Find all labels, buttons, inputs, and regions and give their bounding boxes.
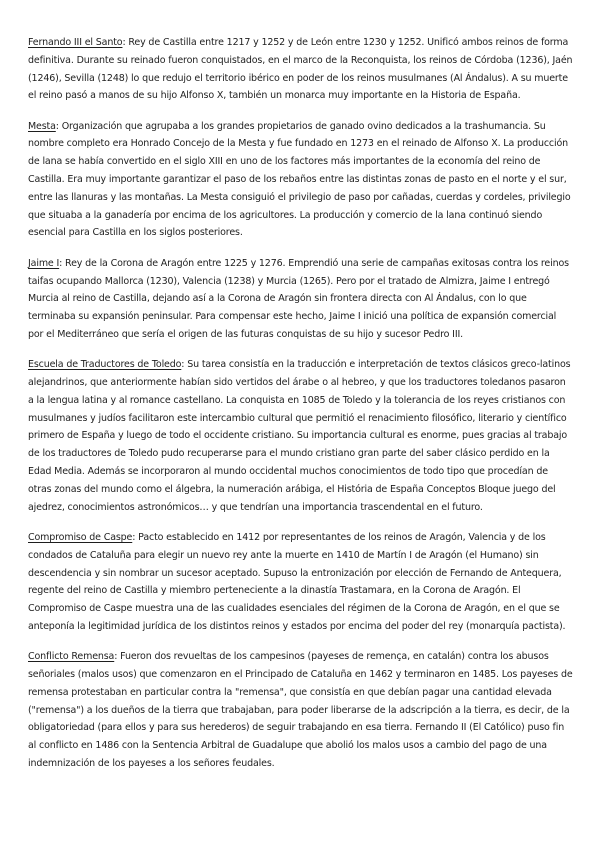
entry-text: : Su tarea consistía en la traducción e interpretación de textos clásicos greco-latinos alejandrinos, que anteriormente habían sido vertidos del árabe o al hebreo, y que los traductores toledanos pasaron a la lengua latina y al romance castellano. La conquista en 1085 de Toledo y la tolerancia de los reyes cristianos con musulmanes y judíos facilitaron este intercambio cultural que permitió el renacimiento filosófico, literario y científico primero de España y luego de todo el occidente cristiano. Su importancia cultural es enorme, pues gracias al trabajo de los traductores de Toledo pudo recuperarse para el mundo cristiano gran parte del saber clásico perdido en la Edad Media. Además se incorporaron al mundo occidental muchos conocimientos de todo tipo que procedían de otras zonas del mundo como el álgebra, la numeración arábiga, el História de España Conceptos Bloque juego del ajedrez, conocimientos astronómicos… y que tendrían una importancia trascendental en el futuro. [28,359,571,513]
entry-term: Fernando III el Santo [28,37,123,48]
entry-escuela-traductores [28,356,574,516]
entry-jaime-i [28,255,574,344]
entry-text: : Organización que agrupaba a los grandes propietarios de ganado ovino dedicados a la trashumancia. Su nombre completo era Honrado Concejo de la Mesta y fue fundado en 1273 en el reinado de Alfonso X. La producción de lana se había convertido en el siglo XIII en uno de los factores más importantes de la economía del reino de Castilla. Era muy importante garantizar el paso de los rebaños entre las distintas zonas de pasto en el norte y el sur, entre las llanuras y las montañas. La Mesta consiguió el privilegio de paso por cañadas, cuerdas y cordeles, privilegio que situaba a la ganadería por encima de los agricultores. La producción y comercio de la lana continuó siendo esencial para Castilla en los siglos posteriores. [28,120,571,239]
entry-term: Jaime I [28,257,60,269]
entry-text: : Fueron dos revueltas de los campesinos (payeses de remença, en catalán) contra los abusos señoriales (malos usos) que comenzaron en el Principado de Cataluña en 1462 y terminaron en 1485. Los payeses de remensa protestaban en particular contra la "remensa", que consistía en que debían pagar una cantidad elevada ("remensa") a los dueños de la tierra que trabajaban, para poder liberarse de la adscripción a la tierra, es decir, de la obligatoriedad (para ellos y para sus herederos) de seguir trabajando en esa tierra. Fernando II (El Católico) puso fin al conflicto en 1486 con la Sentencia Arbitral de Guadalupe que abolió los malos usos a cambio del pago de una indemnización de los payeses a los señores feudales. [28,651,573,769]
entry-fernando-iii [28,34,574,105]
entry-term: Conflicto Remensa [28,651,115,663]
entry-conflicto-remensa [28,648,574,773]
entry-mesta [28,118,574,243]
entry-term: Compromiso de Caspe [28,531,133,543]
entry-text: : Pacto establecido en 1412 por representantes de los reinos de Aragón, Valencia y de los condados de Cataluña para elegir un nuevo rey ante la muerte en 1410 de Martín I de Aragón (el Humano) sin descendencia y sin nombrar un sucesor aceptado. Supuso la entronización por elección de Fernando de Antequera, regente del reino de Castilla y miembro perteneciente a la dinastía Trastamara, en la Corona de Aragón. El Compromiso de Caspe muestra una de las cualidades esenciales del régimen de la Corona de Aragón, en el que se anteponía la legitimidad jurídica de los distintos reinos y estados por encima del poder del rey (monarquía pactista). [28,531,566,632]
entry-term: Escuela de Traductores de Toledo [28,359,182,371]
entry-text: : Rey de Castilla entre 1217 y 1252 y de León entre 1230 y 1252. Unificó ambos reinos de forma definitiva. Durante su reinado fueron conquistados, en el marco de la Reconquista, los reinos de Córdoba (1236), Jaén (1246), Sevilla (1248) lo que redujo el territorio ibérico en poder de los reinos musulmanes (Al Ándalus). A su muerte el reino pasó a manos de su hijo Alfonso X, también un monarca muy importante en la Historia de España. [28,37,573,102]
entry-text: : Rey de la Corona de Aragón entre 1225 y 1276. Emprendió una serie de campañas exitosas contra los reinos taifas ocupando Mallorca (1230), Valencia (1238) y Murcia (1265). Pero por el tratado de Almizra, Jaime I entregó Murcia al reino de Castilla, dejando así a la Corona de Aragón sin frontera directa con Al Ándalus, con lo que terminaba su expansión peninsular. Para compensar este hecho, Jaime I inició una política de expansión comercial por el Mediterráneo que sería el origen de las futuras conquistas de su hijo y sucesor Pedro III. [28,257,569,340]
entry-compromiso-caspe [28,529,574,636]
entry-term: Mesta [28,120,56,132]
